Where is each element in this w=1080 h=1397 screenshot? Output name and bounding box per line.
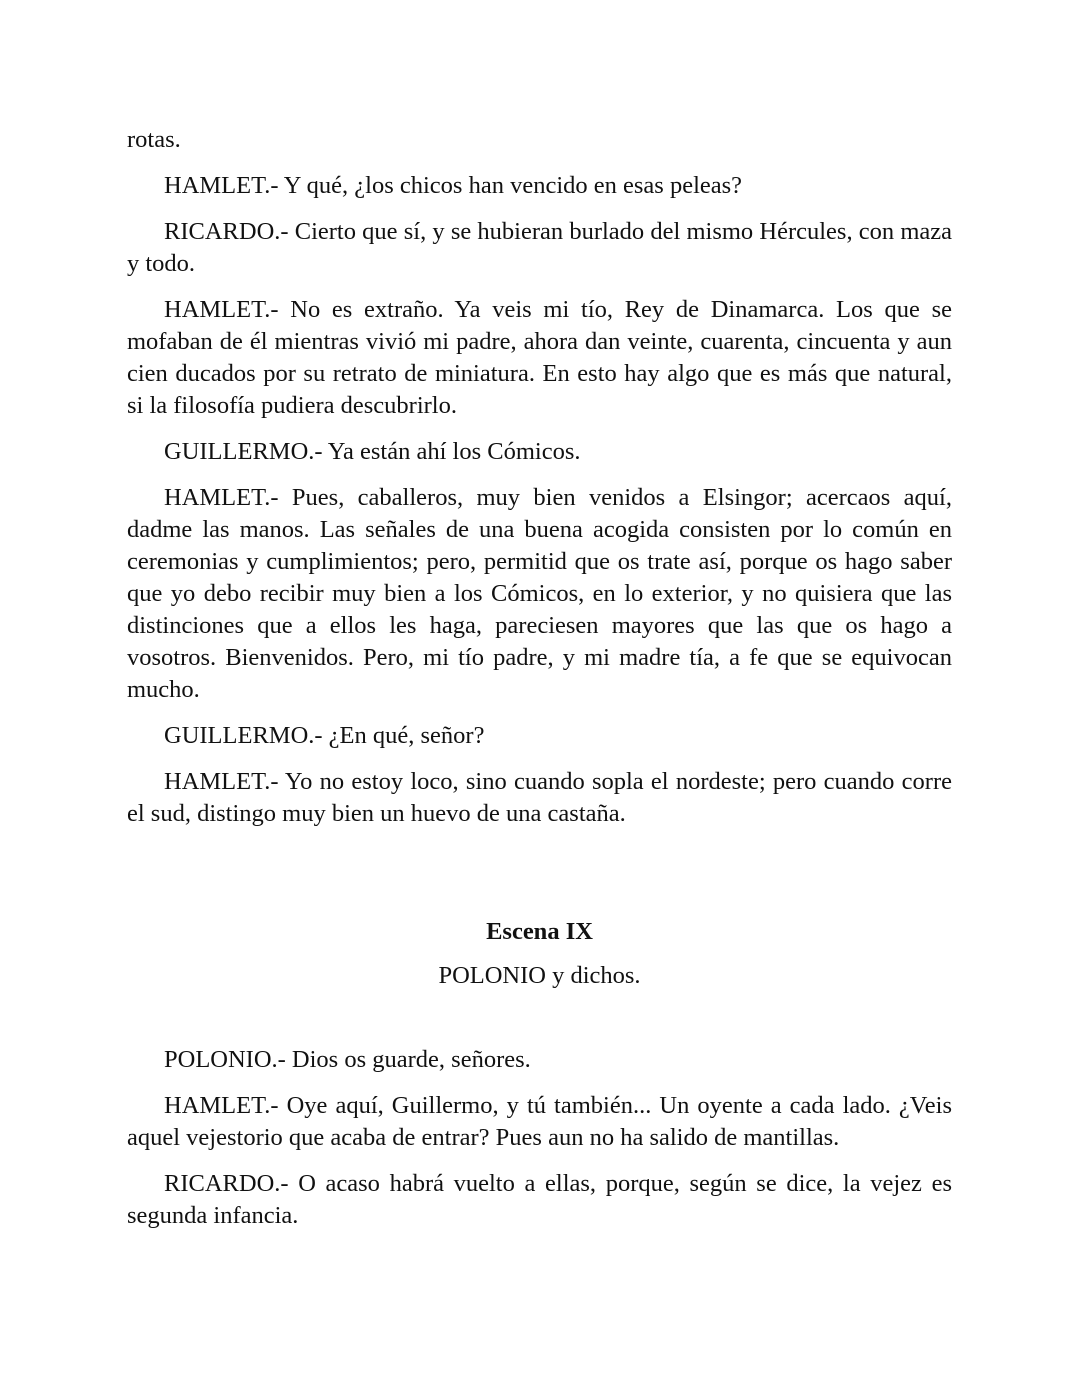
dialogue-polonio-1: POLONIO.- Dios os guarde, señores. xyxy=(164,1046,531,1073)
dialogue-guillermo-2: GUILLERMO.- ¿En qué, señor? xyxy=(164,722,485,749)
dialogue-hamlet-1: HAMLET.- Y qué, ¿los chicos han vencido en esas peleas? xyxy=(164,172,743,199)
dialogue-hamlet-2: HAMLET.- No es extraño. Ya veis mi tío, Rey de Dinamarca. Los que se mofaban de él mientras vivió mi padre, ahora dan veinte, cuarenta, cincuenta y aun cien ducados por su retrato de miniatura. En esto hay algo que es más que natural, si la filosofía pudiera descubrirlo. xyxy=(127,296,952,419)
dialogue-hamlet-4: HAMLET.- Yo no estoy loco, sino cuando sopla el nordeste; pero cuando corre el sud, distingo muy bien un huevo de una castaña. xyxy=(127,768,952,827)
document-page xyxy=(127,124,952,1246)
dialogue-hamlet-5: HAMLET.- Oye aquí, Guillermo, y tú también... Un oyente a cada lado. ¿Veis aquel vejestorio que acaba de entrar? Pues aun no ha salido de mantillas. xyxy=(127,1092,952,1151)
dialogue-hamlet-3: HAMLET.- Pues, caballeros, muy bien venidos a Elsingor; acercaos aquí, dadme las manos. Las señales de una buena acogida consisten por lo común en ceremonias y cumplimientos; pero, permitid que os trate así, porque os hago saber que yo debo recibir muy bien a los Cómicos, en lo exterior, y no quisiera que las distinciones que a ellos les haga, pareciesen mayores que las que os hago a vosotros. Bienvenidos. Pero, mi tío padre, y mi madre tía, a fe que se equivocan mucho. xyxy=(127,484,952,703)
dialogue-ricardo-1: RICARDO.- Cierto que sí, y se hubieran burlado del mismo Hércules, con maza y todo. xyxy=(127,218,952,277)
dialogue-guillermo-1: GUILLERMO.- Ya están ahí los Cómicos. xyxy=(164,438,581,465)
dialogue-ricardo-2: RICARDO.- O acaso habrá vuelto a ellas, porque, según se dice, la vejez es segunda infancia. xyxy=(127,1170,952,1229)
scene-heading: Escena IX xyxy=(486,918,593,945)
stage-direction: POLONIO y dichos. xyxy=(438,962,641,989)
continuation-text: rotas. xyxy=(127,126,181,153)
